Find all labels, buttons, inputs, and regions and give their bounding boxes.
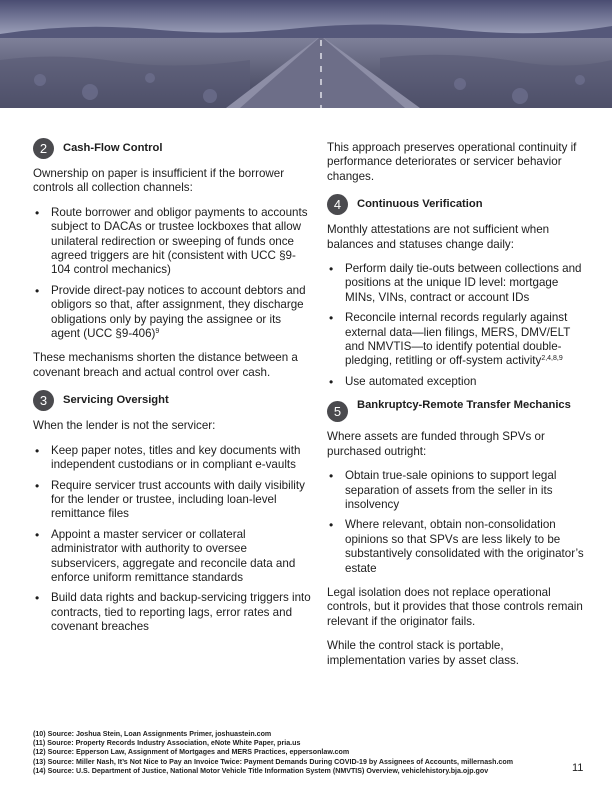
footnote: (14) Source: U.S. Department of Justice, National Motor Vehicle Title Information System (NMVTIS) Overview, vehiclehistory.bja.ojp.gov (33, 766, 489, 775)
bullet-item: • Route borrower and obligor payments to accounts subject to DACAs or trustee lockboxes that allow unilateral redirection or sweeping of funds once agreed triggers are hit (consistent with UCC §9-104 control mechanics) (33, 206, 313, 278)
bullet-item: • Perform daily tie-outs between collections and positions at the unique ID level: mortgage MINs, VINs, contract or account IDs (327, 262, 585, 305)
section-3-intro: When the lender is not the servicer: (33, 419, 216, 433)
footnote: (12) Source: Epperson Law, Assignment of Mortgages and MERS Practices, eppersonlaw.com (33, 748, 350, 757)
footnote-ref: 2,4,8,9 (541, 355, 563, 363)
section-2-heading (33, 138, 313, 159)
bullet-item: • Appoint a master servicer or collateral administrator with authority to oversee subservicers, aggregate and reconcile data and enforce uniform remittance standards (33, 528, 313, 586)
section-number-badge: 5 (327, 401, 348, 422)
right-column (327, 141, 585, 678)
section-2-bullets (33, 206, 313, 342)
section-title: Continuous Verification (357, 197, 483, 210)
section-title: Cash-Flow Control (63, 141, 163, 154)
footnote-ref: 9 (155, 328, 160, 336)
left-column (33, 138, 313, 645)
section-4-bullets (327, 262, 585, 389)
section-3-heading (33, 390, 313, 411)
bullet-item: • Provide direct-pay notices to account debtors and obligors so that, after assignment, they discharge obligations only by paying the assignee or its agent (UCC §9-406)$^9$ (33, 284, 313, 342)
footnote: (11) Source: Property Records Industry Association, eNote White Paper, pria.us (33, 739, 301, 748)
bullet-item: • Obtain true-sale opinions to support legal separation of assets from the seller in its insolvency (327, 469, 585, 512)
closing-note: While the control stack is portable, implementation varies by asset class. (327, 639, 520, 667)
bullet-item: • Keep paper notes, titles and key documents with independent custodians or in compliant e-vaults (33, 444, 313, 473)
section-3-continuation: This approach preserves operational continuity if performance deteriorates or servicer behavior changes. (327, 141, 577, 183)
road-landscape-illustration (0, 0, 612, 108)
footnotes (33, 730, 573, 776)
section-5-intro: Where assets are funded through SPVs or purchased outright: (327, 430, 545, 458)
bullet-item: • Require servicer trust accounts with daily visibility for the lender or trustee, including loan-level remittance files (33, 479, 313, 522)
bullet-item: • Where relevant, obtain non-consolidation opinions so that SPVs are less likely to be substantively consolidated with the originator’s estate (327, 518, 585, 576)
footnote: (10) Source: Joshua Stein, Loan Assignments Primer, joshuastein.com (33, 730, 272, 738)
section-number-badge: 4 (327, 194, 348, 215)
bullet-item: • Reconcile internal records regularly against external data—lien filings, MERS, DMV/ELT and NMVTIS—to identify potential double-pledging, retitling or off-system activity$^{2,4,8,9}$ (327, 311, 585, 369)
bullet-item: • Build data rights and backup-servicing triggers into contracts, tied to reporting lags, error rates and covenant breaches (33, 591, 313, 634)
section-5-outro: Legal isolation does not replace operational controls, but it provides that those controls remain relevant if the originator fails. (327, 585, 583, 628)
section-title: Bankruptcy-Remote Transfer Mechanics (357, 399, 571, 412)
bullet-item: • Use automated exception (327, 375, 585, 389)
section-number-badge: 2 (33, 138, 54, 159)
footnote: (13) Source: Miller Nash, It’s Not Nice to Pay an Invoice Twice: Payment Demands During COVID-19 by Assignees of Accounts, millernash.com (33, 757, 514, 766)
section-3-bullets (33, 444, 313, 635)
section-5-heading (327, 399, 585, 422)
section-2-outro: These mechanisms shorten the distance between a covenant breach and actual control over cash. (33, 351, 298, 379)
road-landscape-image (0, 0, 612, 108)
page-number: 11 (572, 762, 584, 774)
section-5-bullets (327, 469, 585, 576)
section-4-heading (327, 194, 585, 215)
section-number-badge: 3 (33, 390, 54, 411)
section-2-intro: Ownership on paper is insufficient if the borrower controls all collection channels: (33, 167, 285, 195)
section-title: Servicing Oversight (63, 394, 169, 407)
section-4-intro: Monthly attestations are not sufficient when balances and statuses change daily: (327, 223, 550, 251)
